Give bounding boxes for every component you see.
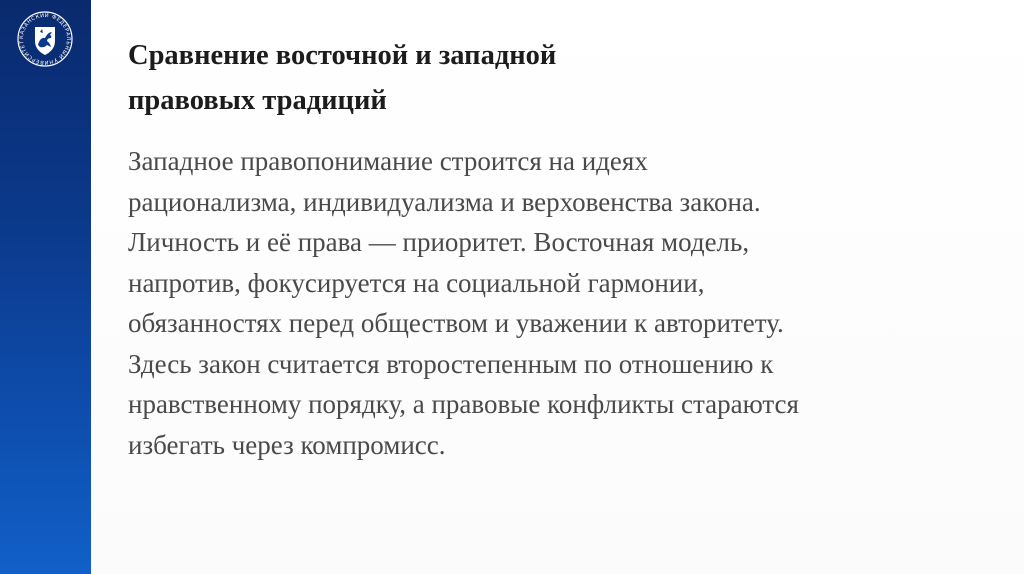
body-line: нравственному порядку, а правовые конфликты стараются bbox=[128, 389, 799, 419]
university-emblem-icon bbox=[16, 10, 74, 68]
logo-caption: КАЗАНСКИЙ ФЕДЕРАЛЬНЫЙ УНИВЕРСИТЕТ bbox=[18, 12, 72, 66]
slide-title-line: правовых традиций bbox=[128, 85, 387, 116]
slide-title-line: Сравнение восточной и западной bbox=[128, 40, 557, 71]
body-line: напротив, фокусируется на социальной гармонии, bbox=[128, 267, 705, 298]
slide-title bbox=[128, 33, 828, 123]
body-line: Личность и её права — приоритет. Восточная модель, bbox=[128, 227, 750, 257]
body-line: Западное правопонимание строится на идеях bbox=[128, 146, 648, 176]
slide-body-text bbox=[128, 141, 1008, 465]
body-line: рационализма, индивидуализма и верховенства закона. bbox=[128, 186, 761, 217]
body-line: Здесь закон считается второстепенным по отношению к bbox=[128, 348, 774, 379]
sidebar-band bbox=[0, 0, 91, 574]
body-line: обязанностях перед обществом и уважении к авторитету. bbox=[128, 308, 784, 338]
body-line: избегать через компромисс. bbox=[128, 429, 446, 460]
